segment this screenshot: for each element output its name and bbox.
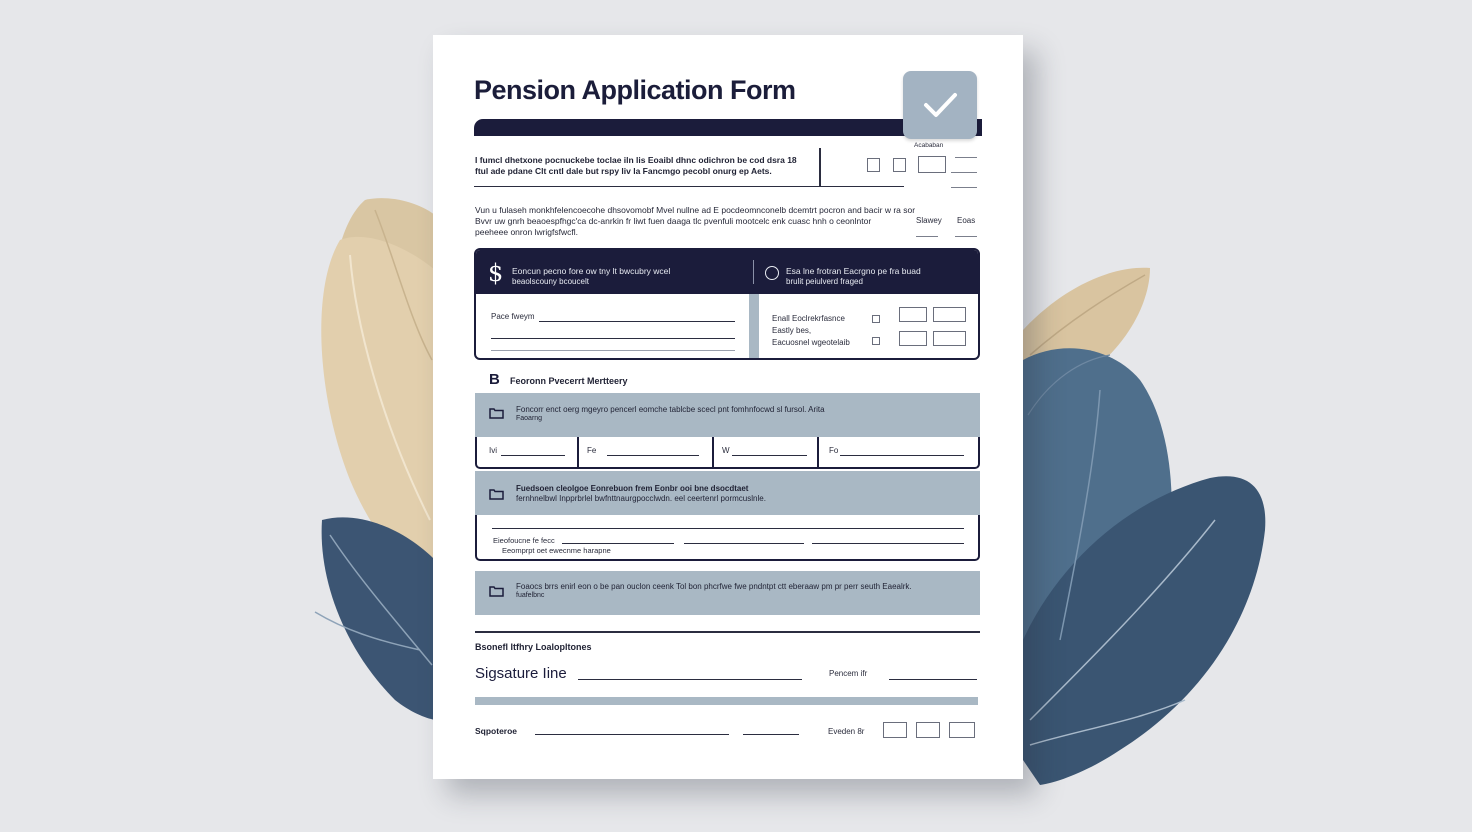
bar-3-line-1: Foaocs brrs enirl eon o be pan ouclon ceenk Tol bon phcrfwe fwe pndntpt ctt eberaaw pm pr perr seuth Eaealrk. [516,582,912,591]
radio-circle-icon[interactable] [765,266,779,280]
section-b-bar-3 [475,571,980,615]
section-b-letter: B [489,371,500,388]
field-divider [712,437,714,467]
field-2-line-2: Eeomprpt oet ewecnme harapne [502,546,611,555]
paragraph-line-1: Vun u fulaseh monkhfelencoecohe dhsovomobf Mvel nullne ad E pocdeomnconelb dcemtrt pocron and bacir w ra sor [475,205,916,215]
folder-icon[interactable] [489,488,504,500]
right-row-3: Eacuosnel wgeotelaib [772,338,850,347]
pace-field-label: Pace fweym [491,312,535,321]
input-box[interactable] [916,722,940,738]
bar-1-line-1: Foncorr enct oerg mgeyro pencerl eomche tablcbe scecl pnt fomhnfocwd sl fursol. Arita [516,405,825,414]
bottom-right-label: Eveden 8r [828,727,865,736]
footer-divider [475,631,980,633]
section-b-fields-block [475,515,980,561]
col-4-input[interactable] [840,455,964,456]
bar-2-line-1: Fuedsoen cleolgoe Eonrebuon frem Eonbr ooi bne dsocdtaet [516,484,749,493]
checkbox-icon[interactable] [872,315,880,323]
checkmark-icon [903,71,977,139]
side-line [951,172,977,173]
date-label: Pencem ifr [829,669,868,678]
col-3-label: W [722,446,730,455]
bar-3-line-2: fuafelbnc [516,592,545,599]
folder-icon[interactable] [489,407,504,419]
input-box[interactable] [899,307,927,322]
field-divider [817,437,819,467]
side-line [955,157,977,158]
col-1-input[interactable] [501,455,565,456]
pension-form-paper [433,35,1023,779]
header-divider [753,260,754,284]
intro-underline [474,186,904,187]
input-box[interactable] [949,722,975,738]
pace-field-input[interactable] [539,321,735,322]
signature-label: Sigsature Iine [475,665,567,682]
field-line[interactable] [812,543,964,544]
footer-gray-bar [475,697,978,705]
checkbox-1[interactable] [867,158,880,172]
dollar-icon: $ [488,259,504,287]
field-line[interactable] [684,543,804,544]
bottom-input-1[interactable] [535,734,729,735]
checkbox-icon[interactable] [872,337,880,345]
col-4-label: Fo [829,446,839,455]
column-divider [749,294,759,358]
input-box[interactable] [883,722,907,738]
bottom-label: Sqpoteroe [475,726,518,736]
col-3-input[interactable] [732,455,807,456]
col-2-input[interactable] [607,455,699,456]
field-line[interactable] [491,350,735,351]
field-line[interactable] [492,528,964,529]
bar-1-line-2: Faoarng [516,415,543,422]
side-line [955,236,977,237]
field-divider [577,437,579,467]
section-b-title: Feoronn Pvecerrt Mertteery [510,376,628,386]
col-1-label: Ivi [489,446,497,455]
field-2-line-1: Eieofoucne fe fecc [493,536,555,545]
section-b-bar-1 [475,393,980,437]
input-box[interactable] [933,307,966,322]
paragraph-line-3: peeheee onron lwrigfsfwcfl. [475,227,579,237]
paragraph-line-2: Bvvr uw gnrh beaoespfhgc'ca dc-anrkin fr liwt fuen daaga tlc pvenfuli mootcelc enk cuasc hnh o ceonlntor [475,216,872,226]
intro-line-1: I fumcl dhetxone pocnuckebe toclae iln lis Eoaibl dhnc odichron be cod dsra 18 [475,155,797,165]
signature-input[interactable] [578,679,802,680]
input-box-small[interactable] [918,156,946,173]
col-2-label: Fe [587,446,597,455]
section-a-header-left-2: beaolscouny bcoucelt [512,277,589,286]
section-a-card [474,248,980,360]
side-line [951,187,977,188]
section-a-header-right-2: brulit peiulverd fraged [786,277,863,286]
field-line[interactable] [562,543,674,544]
section-b-bar-2 [475,471,980,515]
approved-badge[interactable] [903,71,977,139]
field-line[interactable] [491,338,735,339]
bar-2-line-2: fernhnelbwl Inpprbrlel bwfnttnaurgpocclwdn. eel ceertenrl pormcuslnle. [516,494,766,503]
folder-icon[interactable] [489,585,504,597]
side-label-left: Slawey [916,216,942,225]
section-b-fields-row [475,437,980,469]
intro-line-2: ftul ade pdane Clt cntl dale but rspy liv la Fancmgo pecobl onurg ep Aets. [475,166,772,176]
right-row-1: Enall Eoclrekrfasnce [772,314,845,323]
side-label-right: Eoas [957,216,976,225]
page-title: Pension Application Form [474,75,796,105]
bottom-input-2[interactable] [743,734,799,735]
date-input[interactable] [889,679,977,680]
section-a-header-right-1: Esa lne frotran Eacrgno pe fra buad [786,266,921,276]
checkbox-2[interactable] [893,158,906,172]
side-label-top: Acababan [914,142,944,149]
input-box[interactable] [899,331,927,346]
side-line [916,236,938,237]
benefits-label: Bsonefl Itfhry Loalopltones [475,642,592,652]
intro-vertical-divider [819,148,821,186]
input-box[interactable] [933,331,966,346]
section-a-header-left-1: Eoncun pecno fore ow tny lt bwcubry wcel [512,266,671,276]
right-row-2: Eastly bes, [772,326,812,335]
